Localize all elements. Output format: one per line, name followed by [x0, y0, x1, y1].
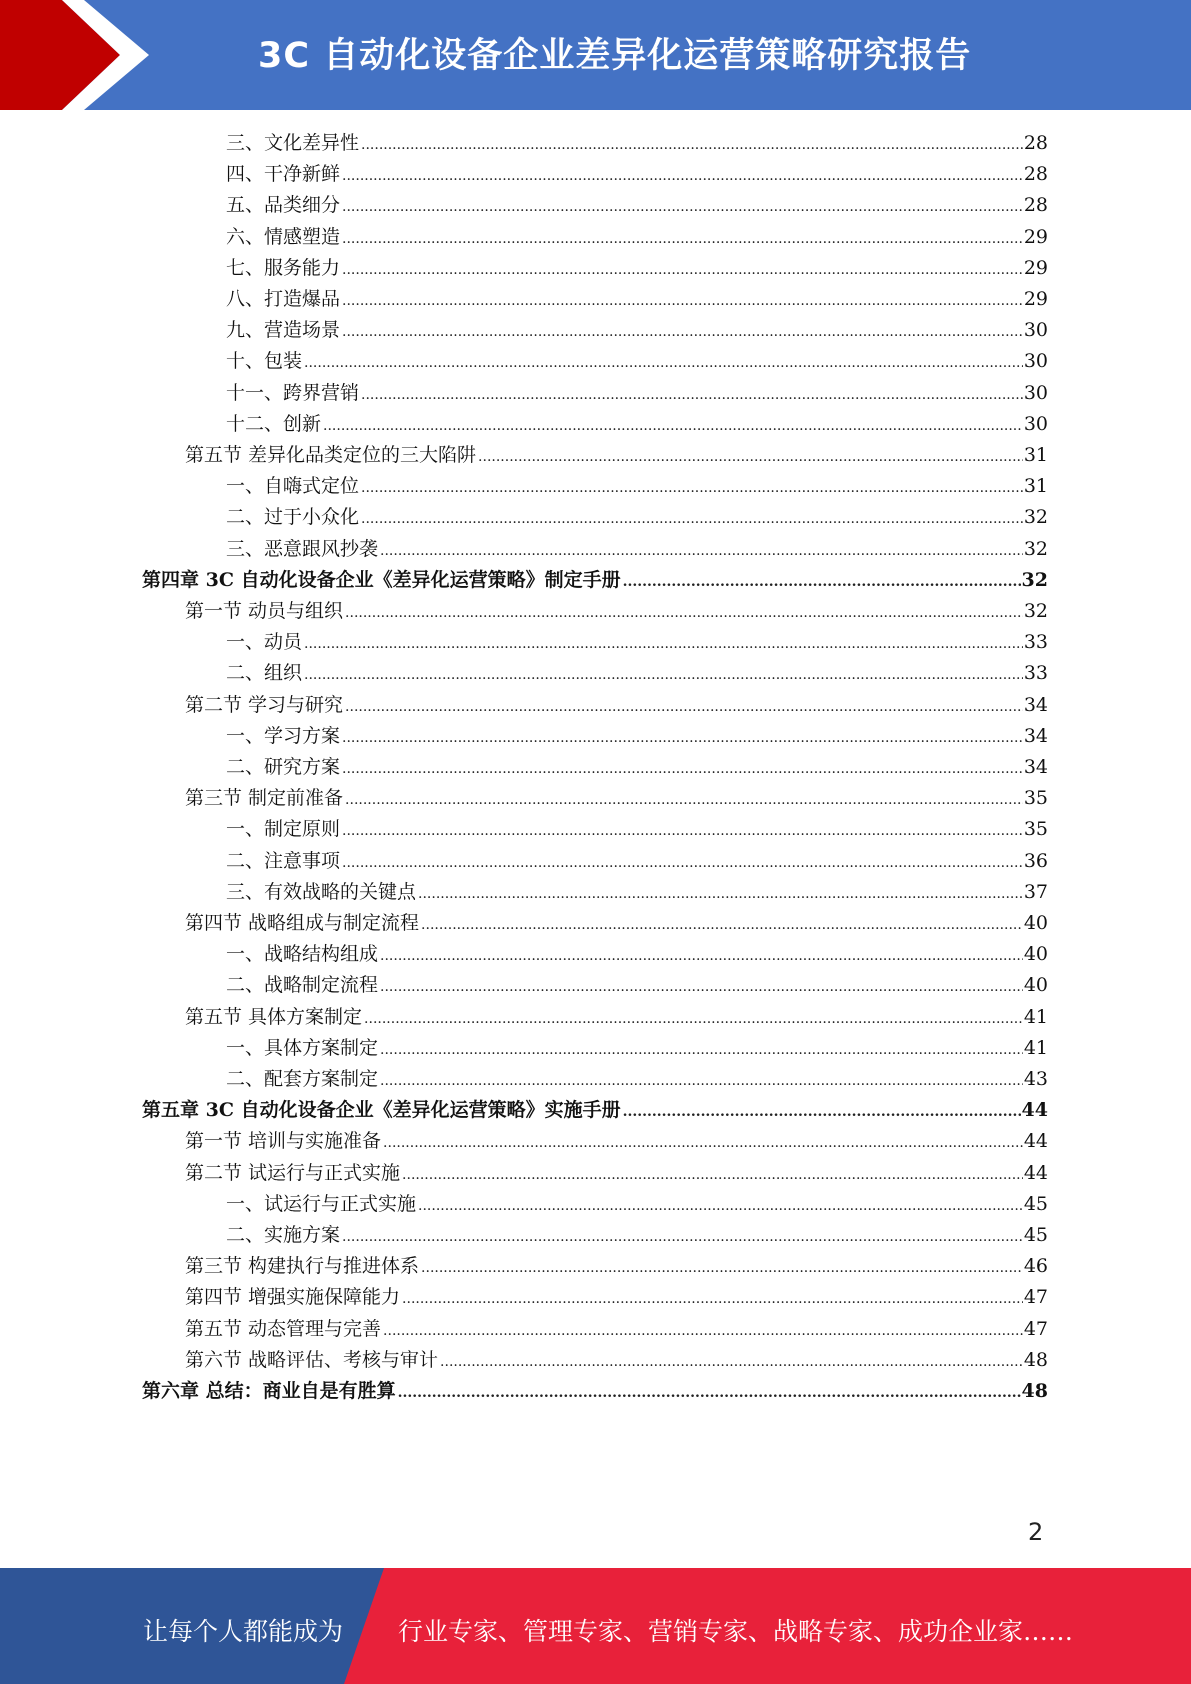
- toc-dot-leader: [402, 1284, 1023, 1315]
- toc-subsection-entry[interactable]: [226, 346, 1048, 377]
- toc-entry-title: 一、学习方案: [226, 725, 341, 747]
- toc-section-entry[interactable]: [185, 783, 1048, 814]
- toc-dot-leader: [323, 411, 1023, 442]
- page-number: 2: [1028, 1518, 1044, 1546]
- toc-subsection-entry[interactable]: [226, 128, 1048, 159]
- toc-subsection-entry[interactable]: [226, 471, 1048, 502]
- toc-dot-leader: [402, 1160, 1023, 1191]
- toc-subsection-entry[interactable]: [226, 159, 1048, 190]
- footer-slogan-left: 让每个人都能成为: [143, 1617, 344, 1646]
- toc-entry-title: 二、过于小众化: [226, 506, 360, 528]
- toc-entry-page: 30: [1023, 350, 1048, 372]
- toc-entry-title: 第六节 战略评估、考核与审计: [185, 1349, 439, 1371]
- toc-entry-page: 32: [1023, 506, 1048, 528]
- toc-entry-page: 30: [1023, 413, 1048, 435]
- toc-entry-title: 二、配套方案制定: [226, 1068, 379, 1090]
- toc-entry-page: 45: [1023, 1224, 1048, 1246]
- toc-dot-leader: [398, 1378, 1021, 1409]
- toc-subsection-entry[interactable]: [226, 877, 1048, 908]
- toc-entry-title: 第一节 动员与组织: [185, 600, 344, 622]
- toc-dot-leader: [361, 130, 1023, 161]
- toc-dot-leader: [342, 723, 1023, 754]
- toc-section-entry[interactable]: [185, 1251, 1048, 1282]
- toc-dot-leader: [345, 692, 1023, 723]
- toc-entry-page: 43: [1023, 1068, 1048, 1090]
- toc-dot-leader: [342, 192, 1023, 223]
- toc-entry-title: 一、动员: [226, 631, 303, 653]
- toc-entry-title: 一、自嗨式定位: [226, 475, 360, 497]
- toc-entry-page: 28: [1023, 163, 1048, 185]
- toc-dot-leader: [623, 567, 1021, 598]
- toc-dot-leader: [342, 317, 1023, 348]
- toc-dot-leader: [380, 536, 1023, 567]
- toc-entry-title: 二、注意事项: [226, 850, 341, 872]
- toc-entry-title: 第三节 制定前准备: [185, 787, 344, 809]
- toc-entry-page: 46: [1023, 1255, 1048, 1277]
- toc-entry-page: 29: [1023, 226, 1048, 248]
- toc-entry-title: 二、战略制定流程: [226, 974, 379, 996]
- toc-entry-title: 第二节 试运行与正式实施: [185, 1162, 401, 1184]
- toc-entry-title: 第三节 构建执行与推进体系: [185, 1255, 420, 1277]
- toc-dot-leader: [421, 910, 1023, 941]
- toc-entry-page: 32: [1021, 569, 1048, 591]
- toc-entry-title: 四、干净新鲜: [226, 163, 341, 185]
- toc-entry-title: 三、文化差异性: [226, 132, 360, 154]
- toc-entry-title: 十一、跨界营销: [226, 382, 360, 404]
- toc-entry-page: 35: [1023, 787, 1048, 809]
- toc-dot-leader: [342, 848, 1023, 879]
- toc-chapter-entry[interactable]: [142, 1095, 1048, 1126]
- toc-section-entry[interactable]: [185, 908, 1048, 939]
- toc-entry-title: 十二、创新: [226, 413, 322, 435]
- toc-section-entry[interactable]: [185, 1314, 1048, 1345]
- toc-entry-page: 32: [1023, 600, 1048, 622]
- toc-subsection-entry[interactable]: [226, 1220, 1048, 1251]
- toc-subsection-entry[interactable]: [226, 534, 1048, 565]
- toc-dot-leader: [383, 1128, 1023, 1159]
- toc-subsection-entry[interactable]: [226, 409, 1048, 440]
- toc-section-entry[interactable]: [185, 596, 1048, 627]
- toc-section-entry[interactable]: [185, 690, 1048, 721]
- toc-dot-leader: [342, 816, 1023, 847]
- toc-entry-page: 40: [1023, 912, 1048, 934]
- toc-dot-leader: [342, 754, 1023, 785]
- toc-entry-page: 40: [1023, 974, 1048, 996]
- toc-entry-title: 二、组织: [226, 662, 303, 684]
- toc-entry-page: 30: [1023, 382, 1048, 404]
- toc-subsection-entry[interactable]: [226, 627, 1048, 658]
- toc-dot-leader: [383, 1316, 1023, 1347]
- toc-dot-leader: [380, 972, 1023, 1003]
- toc-subsection-entry[interactable]: [226, 658, 1048, 689]
- page-header: [0, 0, 1191, 110]
- toc-entry-page: 28: [1023, 194, 1048, 216]
- toc-entry-title: 第四章 3C 自动化设备企业《差异化运营策略》制定手册: [142, 569, 621, 591]
- toc-dot-leader: [342, 1222, 1023, 1253]
- toc-dot-leader: [421, 1253, 1023, 1284]
- toc-dot-leader: [418, 1191, 1023, 1222]
- toc-entry-title: 十、包装: [226, 350, 303, 372]
- toc-entry-page: 37: [1023, 881, 1048, 903]
- toc-section-entry[interactable]: [185, 1126, 1048, 1157]
- toc-entry-page: 41: [1023, 1006, 1048, 1028]
- toc-section-entry[interactable]: [185, 1345, 1048, 1376]
- toc-section-entry[interactable]: [185, 1158, 1048, 1189]
- toc-subsection-entry[interactable]: [226, 253, 1048, 284]
- toc-entry-page: 41: [1023, 1037, 1048, 1059]
- toc-entry-title: 二、研究方案: [226, 756, 341, 778]
- toc-entry-title: 八、打造爆品: [226, 288, 341, 310]
- toc-dot-leader: [418, 879, 1023, 910]
- toc-dot-leader: [342, 161, 1023, 192]
- toc-entry-page: 44: [1023, 1162, 1048, 1184]
- footer-slogan-right: 行业专家、管理专家、营销专家、战略专家、成功企业家……: [398, 1617, 1074, 1646]
- toc-dot-leader: [361, 504, 1023, 535]
- toc-subsection-entry[interactable]: [226, 378, 1048, 409]
- toc-dot-leader: [440, 1347, 1023, 1378]
- toc-dot-leader: [345, 598, 1023, 629]
- toc-section-entry[interactable]: [185, 440, 1048, 471]
- toc-entry-title: 第五节 具体方案制定: [185, 1006, 363, 1028]
- toc-entry-page: 48: [1021, 1380, 1048, 1402]
- toc-entry-title: 第五节 动态管理与完善: [185, 1318, 382, 1340]
- toc-entry-title: 第五章 3C 自动化设备企业《差异化运营策略》实施手册: [142, 1099, 621, 1121]
- toc-entry-title: 三、恶意跟风抄袭: [226, 538, 379, 560]
- toc-dot-leader: [304, 660, 1023, 691]
- toc-entry-title: 第一节 培训与实施准备: [185, 1130, 382, 1152]
- toc-dot-leader: [478, 442, 1023, 473]
- toc-entry-page: 45: [1023, 1193, 1048, 1215]
- toc-subsection-entry[interactable]: [226, 970, 1048, 1001]
- toc-entry-title: 第四节 战略组成与制定流程: [185, 912, 420, 934]
- toc-entry-title: 一、战略结构组成: [226, 943, 379, 965]
- toc-entry-title: 五、品类细分: [226, 194, 341, 216]
- report-title: 3C 自动化设备企业差异化运营策略研究报告: [258, 36, 972, 76]
- toc-subsection-entry[interactable]: [226, 814, 1048, 845]
- toc-section-entry[interactable]: [185, 1002, 1048, 1033]
- toc-entry-page: 31: [1023, 444, 1048, 466]
- toc-dot-leader: [345, 785, 1023, 816]
- toc-entry-page: 34: [1023, 725, 1048, 747]
- toc-dot-leader: [342, 255, 1023, 286]
- toc-subsection-entry[interactable]: [226, 502, 1048, 533]
- toc-entry-page: 33: [1023, 662, 1048, 684]
- toc-entry-title: 一、具体方案制定: [226, 1037, 379, 1059]
- toc-subsection-entry[interactable]: [226, 939, 1048, 970]
- toc-dot-leader: [623, 1097, 1021, 1128]
- toc-entry-title: 第四节 增强实施保障能力: [185, 1286, 401, 1308]
- toc-subsection-entry[interactable]: [226, 752, 1048, 783]
- toc-dot-leader: [380, 1066, 1023, 1097]
- toc-chapter-entry[interactable]: [142, 565, 1048, 596]
- toc-subsection-entry[interactable]: [226, 1033, 1048, 1064]
- toc-dot-leader: [304, 348, 1023, 379]
- toc-subsection-entry[interactable]: [226, 190, 1048, 221]
- toc-entry-title: 九、营造场景: [226, 319, 341, 341]
- toc-dot-leader: [361, 473, 1023, 504]
- toc-entry-page: 47: [1023, 1318, 1048, 1340]
- toc-subsection-entry[interactable]: [226, 1189, 1048, 1220]
- toc-entry-page: 44: [1023, 1130, 1048, 1152]
- toc-entry-title: 二、实施方案: [226, 1224, 341, 1246]
- toc-dot-leader: [342, 224, 1023, 255]
- toc-entry-page: 33: [1023, 631, 1048, 653]
- toc-entry-title: 第五节 差异化品类定位的三大陷阱: [185, 444, 477, 466]
- toc-dot-leader: [342, 286, 1023, 317]
- toc-subsection-entry[interactable]: [226, 222, 1048, 253]
- toc-entry-title: 六、情感塑造: [226, 226, 341, 248]
- toc-dot-leader: [380, 1035, 1023, 1066]
- page-footer: [0, 1568, 1191, 1684]
- toc-entry-page: 34: [1023, 756, 1048, 778]
- toc-entry-page: 29: [1023, 257, 1048, 279]
- toc-entry-page: 35: [1023, 818, 1048, 840]
- toc-entry-page: 29: [1023, 288, 1048, 310]
- toc-dot-leader: [364, 1004, 1023, 1035]
- toc-entry-title: 七、服务能力: [226, 257, 341, 279]
- toc-entry-title: 第六章 总结：商业自是有胜算: [142, 1380, 396, 1402]
- toc-subsection-entry[interactable]: [226, 284, 1048, 315]
- toc-entry-title: 三、有效战略的关键点: [226, 881, 417, 903]
- toc-entry-page: 31: [1023, 475, 1048, 497]
- toc-subsection-entry[interactable]: [226, 1064, 1048, 1095]
- toc-subsection-entry[interactable]: [226, 846, 1048, 877]
- toc-dot-leader: [380, 941, 1023, 972]
- toc-entry-page: 36: [1023, 850, 1048, 872]
- toc-entry-page: 44: [1021, 1099, 1048, 1121]
- toc-chapter-entry[interactable]: [142, 1376, 1048, 1407]
- toc-section-entry[interactable]: [185, 1282, 1048, 1313]
- toc-entry-title: 第二节 学习与研究: [185, 694, 344, 716]
- toc-entry-title: 一、试运行与正式实施: [226, 1193, 417, 1215]
- toc-entry-page: 40: [1023, 943, 1048, 965]
- toc-entry-page: 47: [1023, 1286, 1048, 1308]
- toc-subsection-entry[interactable]: [226, 721, 1048, 752]
- toc-entry-page: 32: [1023, 538, 1048, 560]
- toc-subsection-entry[interactable]: [226, 315, 1048, 346]
- toc-entry-page: 30: [1023, 319, 1048, 341]
- toc-dot-leader: [361, 380, 1023, 411]
- toc-entry-page: 28: [1023, 132, 1048, 154]
- toc-entry-page: 48: [1023, 1349, 1048, 1371]
- toc-dot-leader: [304, 629, 1023, 660]
- toc-entry-page: 34: [1023, 694, 1048, 716]
- toc-entry-title: 一、制定原则: [226, 818, 341, 840]
